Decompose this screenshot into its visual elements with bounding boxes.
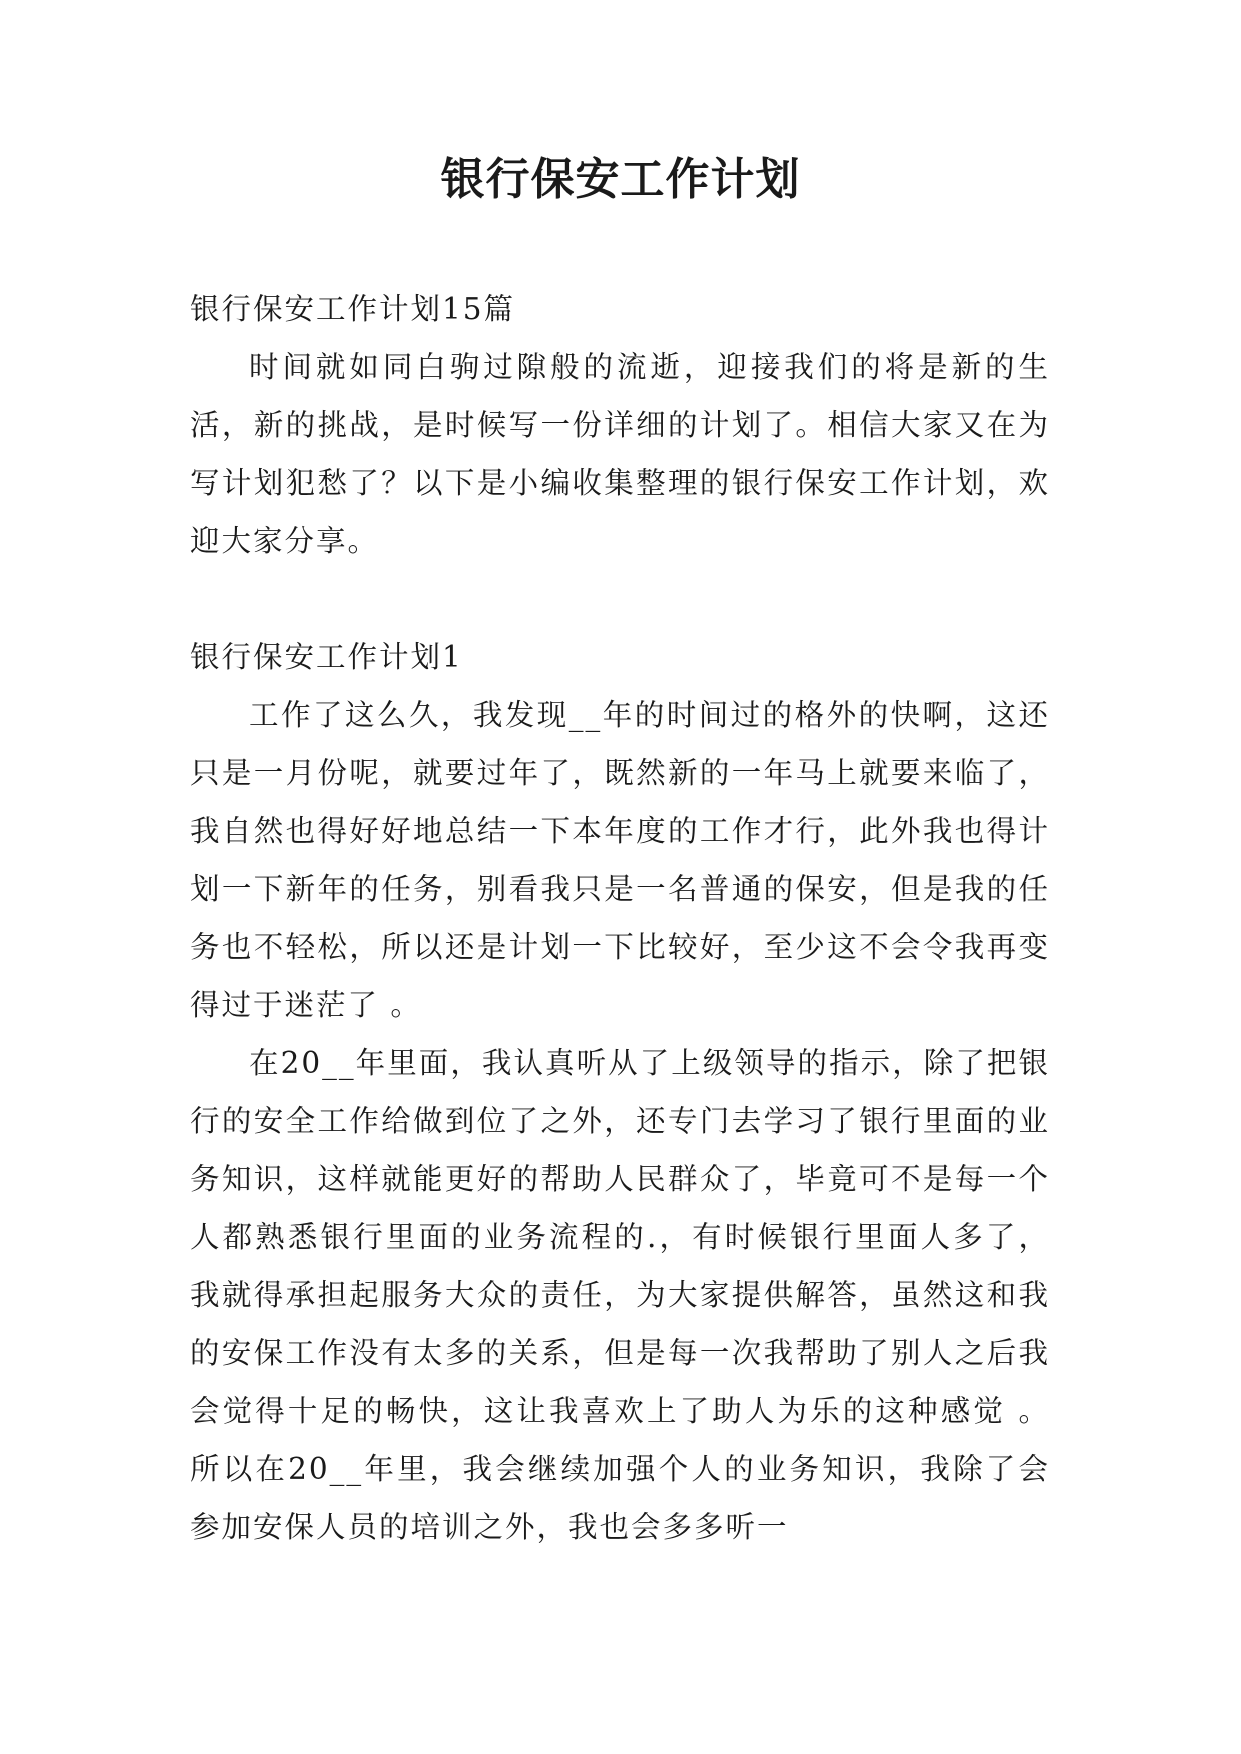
body-paragraph: 工作了这么久，我发现__年的时间过的格外的快啊，这还只是一月份呢，就要过年了，既然新的一年马上就要来临了，我自然也得好好地总结一下本年度的工作才行，此外我也得计划一下新年的任务，别看我只是一名普通的保安，但是我的任务也不轻松，所以还是计划一下比较好，至少这不会令我再变得过于迷茫了 。	[190, 698, 1050, 1022]
document-title: 银行保安工作计划	[440, 154, 801, 205]
intro-paragraph: 时间就如同白驹过隙般的流逝，迎接我们的将是新的生活，新的挑战，是时候写一份详细的计划了。相信大家又在为写计划犯愁了？以下是小编收集整理的银行保安工作计划，欢迎大家分享。	[190, 350, 1050, 558]
spacer	[190, 570, 1050, 628]
section-heading: 银行保安工作计划1	[190, 640, 463, 674]
body-paragraph: 在20__年里面，我认真听从了上级领导的指示，除了把银行的安全工作给做到位了之外，还专门去学习了银行里面的业务知识，这样就能更好的帮助人民群众了，毕竟可不是每一个人都熟悉银行里面的业务流程的.，有时候银行里面人多了，我就得承担起服务大众的责任，为大家提供解答，虽然这和我的安保工作没有太多的关系，但是每一次我帮助了别人之后我会觉得十足的畅快，这让我喜欢上了助人为乐的这种感觉 。所以在20__年里，我会继续加强个人的业务知识，我除了会参加安保人员的培训之外，我也会多多听一	[190, 1046, 1050, 1544]
document-body	[190, 280, 1050, 1556]
document-subtitle: 银行保安工作计划15篇	[190, 292, 516, 326]
